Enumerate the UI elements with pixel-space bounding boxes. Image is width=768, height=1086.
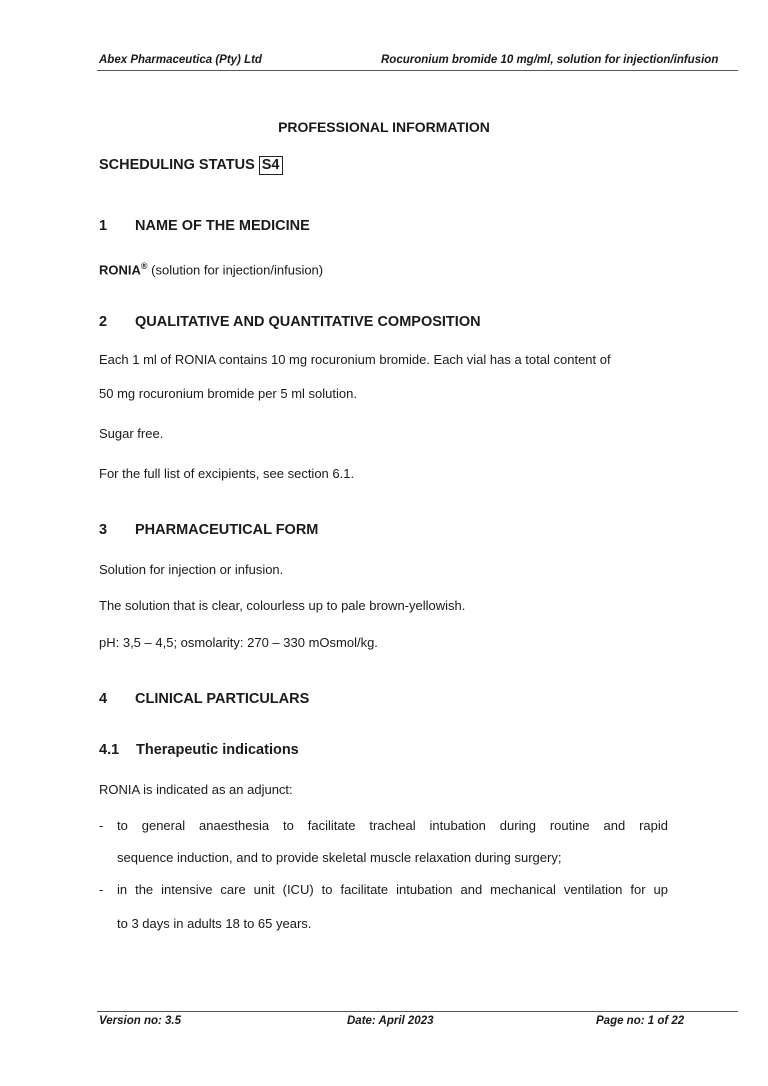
registered-mark: ® — [140, 261, 148, 271]
footer-version: Version no: 3.5 — [99, 1015, 182, 1027]
page-title: PROFESSIONAL INFORMATION — [278, 119, 490, 135]
section-number: 1 — [99, 218, 108, 234]
medicine-name — [99, 258, 323, 278]
section-number: 3 — [99, 522, 108, 538]
section-title: PHARMACEUTICAL FORM — [135, 522, 319, 538]
section-title: NAME OF THE MEDICINE — [135, 218, 310, 234]
section-title: Therapeutic indications — [136, 742, 299, 758]
header-company: Abex Pharmaceutica (Pty) Ltd — [99, 54, 262, 66]
header-product: Rocuronium bromide 10 mg/ml, solution for injection/infusion — [381, 54, 719, 66]
footer-date: Date: April 2023 — [347, 1015, 434, 1027]
bullet-1-line-1: to general anaesthesia to facilitate tracheal intubation during routine and rapid — [117, 818, 668, 833]
brand-name: RONIA — [99, 262, 141, 278]
footer-page-number: Page no: 1 of 22 — [596, 1015, 685, 1027]
section-number: 2 — [99, 314, 108, 330]
section-4-heading — [99, 691, 309, 707]
bullet-1-line-2: sequence induction, and to provide skeletal muscle relaxation during surgery; — [117, 850, 562, 865]
excipients-note: For the full list of excipients, see section 6.1. — [99, 466, 355, 481]
bullet-2-line-1: in the intensive care unit (ICU) to facilitate intubation and mechanical ventilation for up — [117, 882, 668, 897]
form-line-2: The solution that is clear, colourless up to pale brown-yellowish. — [99, 598, 466, 613]
section-title: CLINICAL PARTICULARS — [135, 691, 310, 707]
section-title: QUALITATIVE AND QUANTITATIVE COMPOSITION — [135, 314, 481, 330]
scheduling-label: SCHEDULING STATUS — [99, 157, 255, 173]
composition-line-1: Each 1 ml of RONIA contains 10 mg rocuronium bromide. Each vial has a total content of — [99, 352, 611, 367]
bullet-marker: - — [99, 818, 104, 833]
section-2-heading — [99, 314, 481, 330]
form-line-3: pH: 3,5 – 4,5; osmolarity: 270 – 330 mOsmol/kg. — [99, 635, 378, 650]
scheduling-status — [99, 156, 283, 175]
sugar-free-note: Sugar free. — [99, 426, 164, 441]
form-line-1: Solution for injection or infusion. — [99, 562, 284, 577]
section-4-1-heading — [99, 742, 299, 758]
section-1-heading — [99, 218, 310, 234]
composition-line-2: 50 mg rocuronium bromide per 5 ml solution. — [99, 386, 357, 401]
medicine-form: (solution for injection/infusion) — [147, 262, 324, 278]
section-3-heading — [99, 522, 318, 538]
section-number: 4.1 — [99, 742, 120, 758]
footer-rule — [97, 1011, 738, 1012]
bullet-2-line-2: to 3 days in adults 18 to 65 years. — [117, 916, 312, 931]
bullet-marker: - — [99, 882, 104, 897]
header-rule — [97, 70, 738, 71]
indications-intro: RONIA is indicated as an adjunct: — [99, 782, 293, 797]
section-number: 4 — [99, 691, 108, 707]
scheduling-value-badge: S4 — [259, 156, 283, 175]
